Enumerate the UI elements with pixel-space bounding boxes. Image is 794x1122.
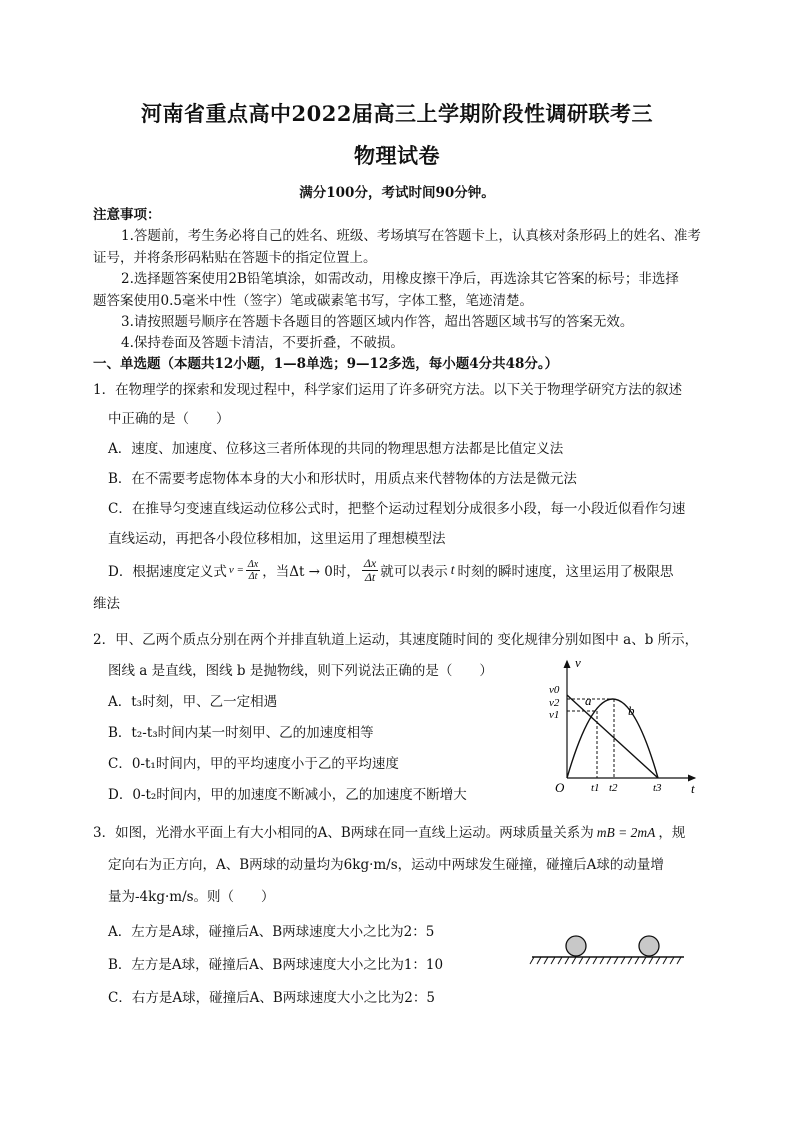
q1-option-d-cont: 维法 <box>93 596 120 612</box>
t-axis-label: t <box>691 781 695 796</box>
t2-label: t2 <box>609 782 618 794</box>
t1-label: t1 <box>591 782 600 794</box>
q1-option-b: B．在不需要考虑物体本身的大小和形状时，用质点来代替物体的方法是微元法 <box>108 471 577 487</box>
q1-option-d <box>108 553 674 587</box>
q3-stem-text: 3．如图，光滑水平面上有大小相同的A、B两球在同一直线上运动。两球质量关系为 <box>93 825 594 841</box>
q2-stem: 2．甲、乙两个质点分别在两个并排直轨道上运动，其速度随时间的 变化规律分别如图中 a、b 所示， <box>93 632 699 648</box>
q3-option-b: B．左方是A球，碰撞后A、B两球速度大小之比为1：10 <box>108 957 444 973</box>
mass-relation: mB = 2mA <box>596 825 656 840</box>
fraction-denominator: Δt <box>248 570 258 582</box>
v2-label: v2 <box>549 697 560 709</box>
ball-right <box>639 936 659 956</box>
t3-label: t3 <box>653 782 662 794</box>
q1-option-d-var: t <box>450 562 455 577</box>
exam-title: 河南省重点高中2022届高三上学期阶段性调研联考三 <box>141 101 653 126</box>
q3-stem <box>93 821 685 841</box>
v-axis-label: v <box>575 655 581 670</box>
notice-item: 4.保持卷面及答题卡清洁，不要折叠，不破损。 <box>121 335 404 351</box>
q2-option-b: B．t₂-t₃时间内某一时刻甲、乙的加速度相等 <box>108 725 374 741</box>
ball-left <box>566 936 586 956</box>
vt-graph <box>545 655 705 800</box>
q1-stem: 1．在物理学的探索和发现过程中，科学家们运用了许多研究方法。以下关于物理学研究方法的叙述 <box>93 382 683 398</box>
q1-option-d-text: 时刻的瞬时速度，这里运用了极限思 <box>457 564 674 580</box>
notice-heading: 注意事项： <box>93 207 161 223</box>
q1-option-c: C．在推导匀变速直线运动位移公式时，把整个运动过程划分成很多小段，每一小段近似看作匀速 <box>108 501 686 517</box>
curve-b-label: b <box>628 703 635 718</box>
q3-stem: 量为-4kg·m/s。则（ ） <box>108 889 275 905</box>
fraction-numerator: Δx <box>247 558 259 570</box>
q2-option-a: A．t₃时刻，甲、乙一定相遇 <box>108 694 278 710</box>
q3-stem: 定向右为正方向，A、B两球的动量均为6kg·m/s，运动中两球发生碰撞，碰撞后A球的动量增 <box>108 857 664 873</box>
notice-item: 3.请按照题号顺序在答题卡各题目的答题区域内作答，超出答题区域书写的答案无效。 <box>121 314 634 330</box>
q1-option-a: A．速度、加速度、位移这三者所体现的共同的物理思想方法都是比值定义法 <box>108 441 564 457</box>
q1-option-d-text: D．根据速度定义式 <box>108 564 227 580</box>
q2-stem: 图线 a 是直线，图线 b 是抛物线，则下列说法正确的是（ ） <box>108 663 493 679</box>
notice-item: 题答案使用0.5毫米中性（签字）笔或碳素笔书写，字体工整，笔迹清楚。 <box>93 293 533 309</box>
q1-option-d-text: ，当Δt → 0时， <box>262 564 360 580</box>
notice-item: 2.选择题答案使用2B铅笔填涂，如需改动，用橡皮擦干净后，再选涂其它答案的标号；非选择 <box>121 271 679 287</box>
v0-label: v0 <box>549 684 560 696</box>
line-a-label: a <box>585 693 592 708</box>
fraction-small <box>246 559 260 582</box>
v1-label: v1 <box>549 709 560 721</box>
q3-option-c: C．右方是A球，碰撞后A、B两球速度大小之比为2：5 <box>108 990 435 1006</box>
exam-subtitle: 物理试卷 <box>354 143 440 168</box>
q3-stem-text: ，规 <box>658 825 686 841</box>
notice-item: 1.答题前，考生务必将自己的姓名、班级、考场填写在答题卡上，认真核对条形码上的姓名、准考 <box>121 228 701 244</box>
q1-option-d-text: 就可以表示 <box>380 564 448 580</box>
notice-item: 证号，并将条形码粘贴在答题卡的指定位置上。 <box>93 250 377 266</box>
origin-label: O <box>555 780 565 795</box>
q1-stem: 中正确的是（ ） <box>108 411 230 427</box>
q2-option-c: C．0-t₁时间内，甲的平均速度小于乙的平均速度 <box>108 756 399 772</box>
velocity-def: v = <box>228 564 244 576</box>
score-info: 满分100分，考试时间90分钟。 <box>299 185 495 201</box>
fraction-numerator: Δx <box>363 555 377 570</box>
q3-option-a: A．左方是A球，碰撞后A、B两球速度大小之比为2：5 <box>108 924 435 940</box>
q1-option-c-cont: 直线运动，再把各小段位移相加，这里运用了理想模型法 <box>108 531 446 547</box>
balls-figure <box>528 928 688 968</box>
fraction-large <box>362 557 378 584</box>
section-heading: 一、单选题（本题共12小题，1—8单选；9—12多选，每小题4分共48分。） <box>93 356 559 372</box>
q2-option-d: D．0-t₂时间内，甲的加速度不断减小，乙的加速度不断增大 <box>108 787 467 803</box>
ground-hatch <box>530 957 681 964</box>
fraction-denominator: Δt <box>364 569 376 584</box>
